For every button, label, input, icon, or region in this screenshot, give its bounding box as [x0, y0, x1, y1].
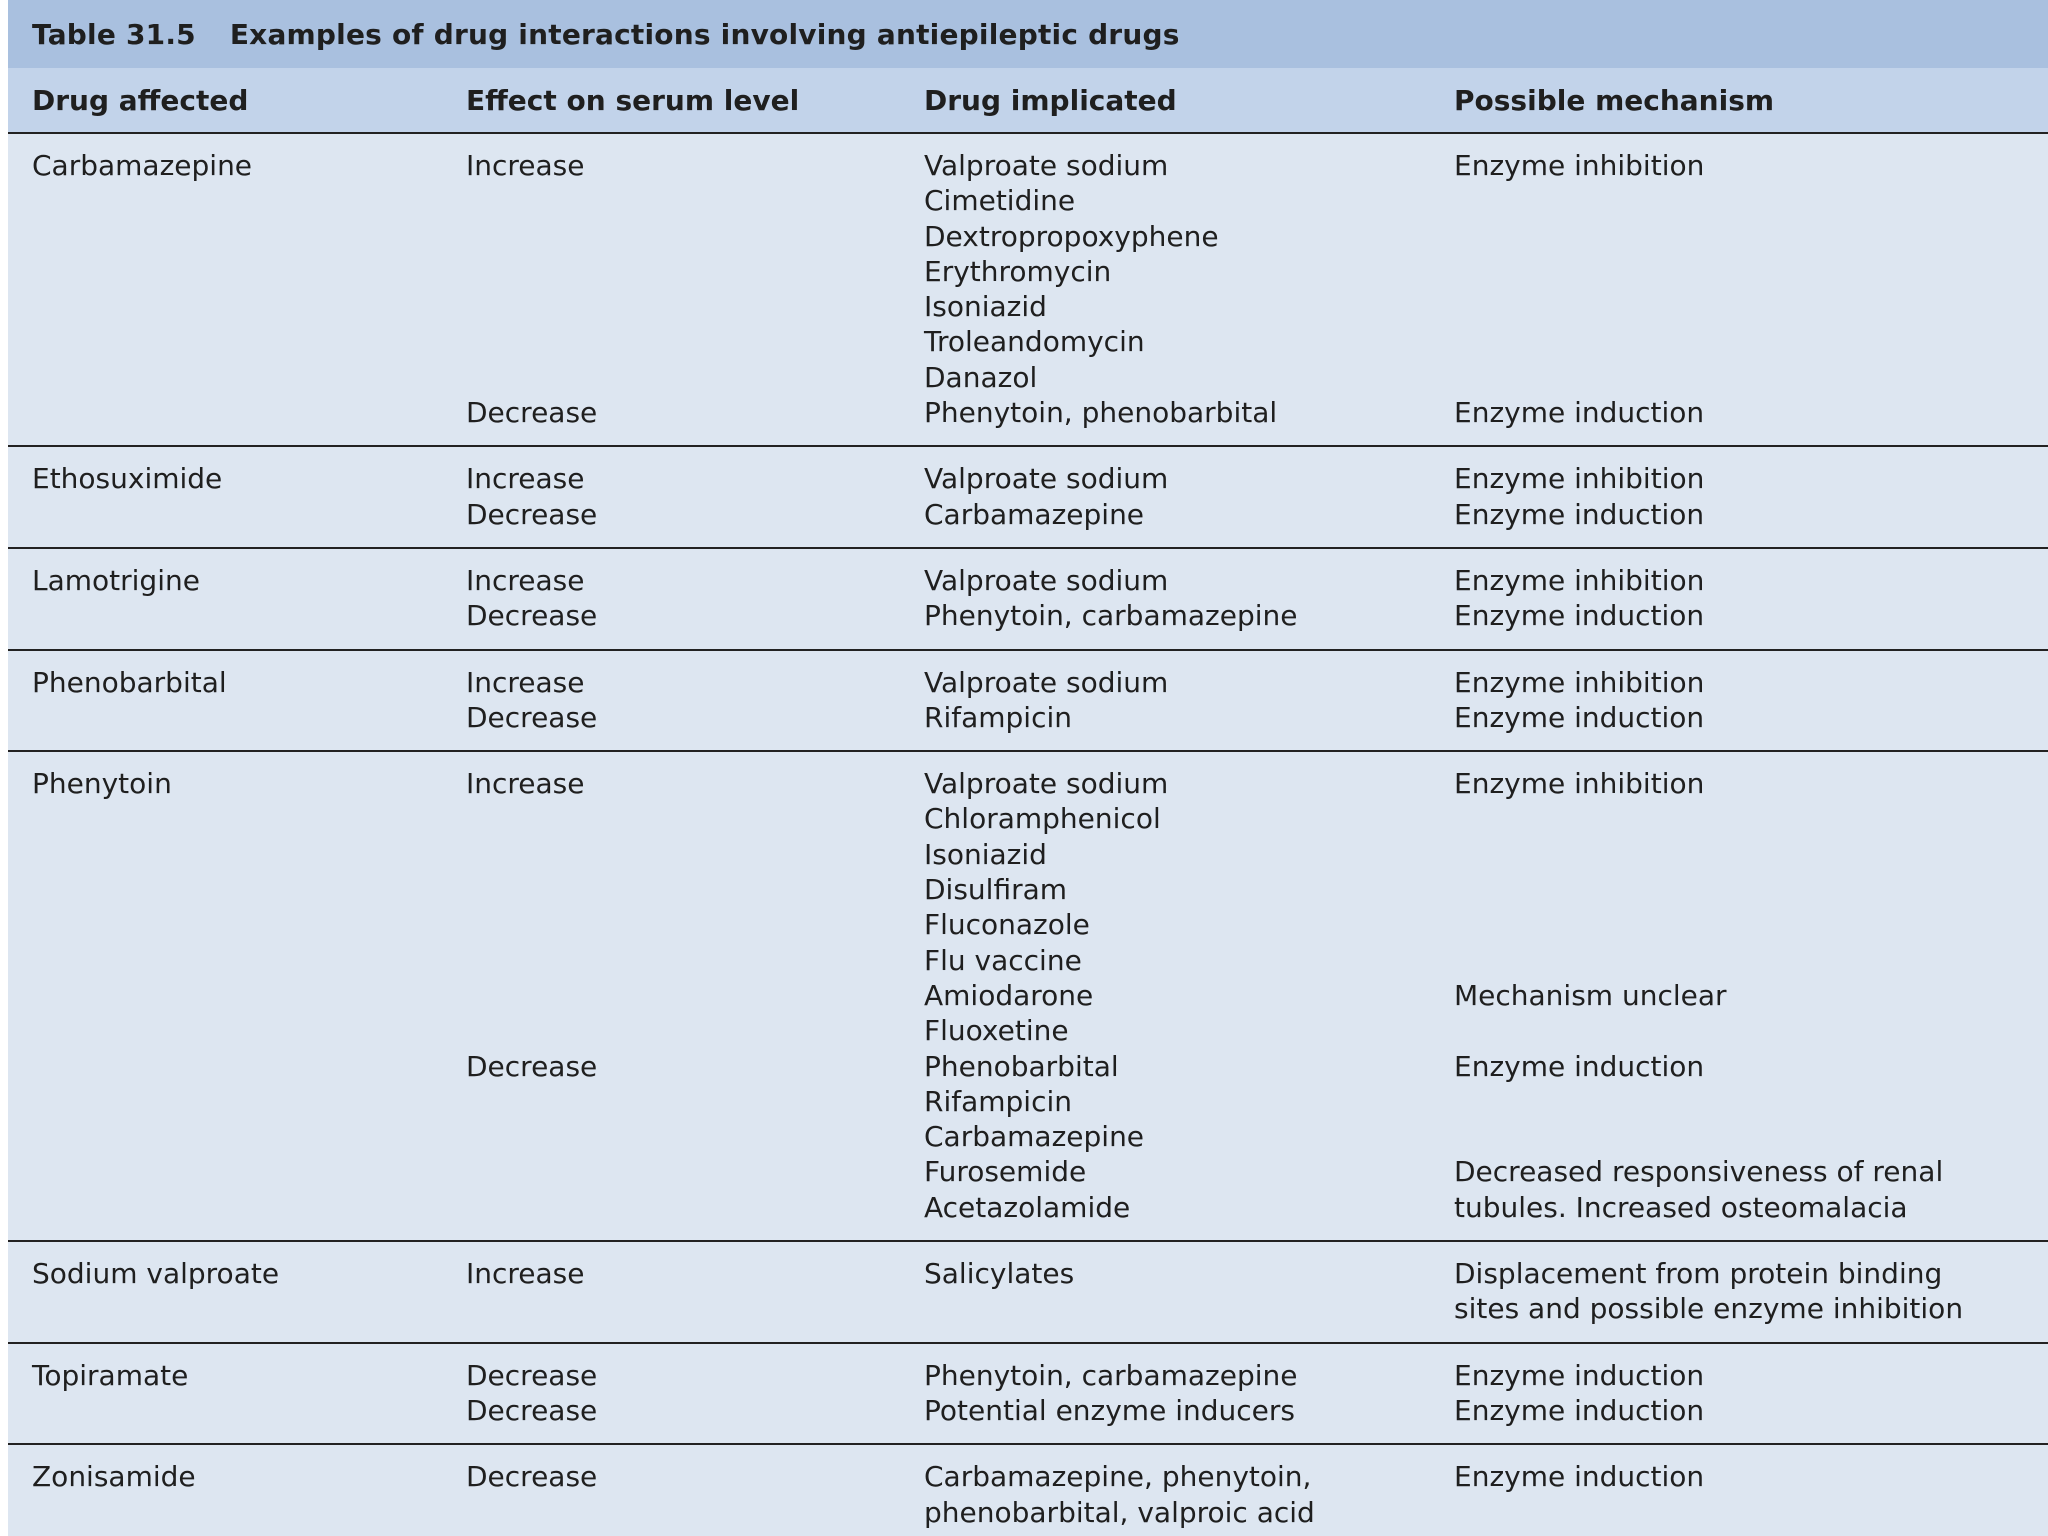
drug-implicated-cell	[924, 1256, 1454, 1327]
drug-implicated-text: Carbamazepine	[924, 497, 1145, 531]
effect-text: Increase	[466, 462, 585, 496]
mechanism-cell	[1454, 1358, 2048, 1429]
effect-text	[466, 943, 924, 978]
mechanism-text	[1454, 324, 2048, 359]
effect-text: Increase	[466, 767, 585, 801]
mechanism-cell	[1454, 461, 2048, 532]
drug-affected-text: Ethosuximide	[32, 462, 223, 496]
effect-cell	[466, 665, 924, 736]
mechanism-text: tubules. Increased osteomalacia	[1454, 1190, 1908, 1224]
table-row-group	[8, 1445, 2048, 1536]
drug-implicated-text: Salicylates	[924, 1257, 1075, 1291]
table-row-group	[8, 752, 2048, 1242]
mechanism-text: Enzyme inhibition	[1454, 462, 1705, 496]
table-number: Table 31.5	[32, 17, 196, 51]
mechanism-text	[1454, 1495, 2048, 1530]
mechanism-text: Enzyme induction	[1454, 599, 1705, 633]
effect-text: Decrease	[466, 1358, 598, 1392]
drug-implicated-text	[924, 1291, 1454, 1326]
effect-text: Decrease	[466, 497, 598, 531]
mechanism-text: Enzyme induction	[1454, 1049, 1705, 1083]
effect-text	[466, 254, 924, 289]
drug-implicated-text: Isoniazid	[924, 837, 1047, 871]
mechanism-text	[1454, 801, 2048, 836]
mechanism-text	[1454, 183, 2048, 218]
drug-affected-text: Phenytoin	[32, 767, 172, 801]
drug-implicated-text: Furosemide	[924, 1155, 1087, 1189]
drug-implicated-cell	[924, 1459, 1454, 1530]
effect-text	[466, 1190, 924, 1225]
table-row-group	[8, 651, 2048, 753]
table-row-group	[8, 447, 2048, 549]
drug-implicated-text: Amiodarone	[924, 978, 1094, 1012]
effect-text	[466, 289, 924, 324]
table-row-group	[8, 134, 2048, 447]
mechanism-text: Enzyme induction	[1454, 1460, 1705, 1494]
mechanism-text: Enzyme inhibition	[1454, 149, 1705, 182]
drug-implicated-text: Valproate sodium	[924, 767, 1169, 801]
drug-implicated-text: Rifampicin	[924, 1084, 1072, 1118]
drug-implicated-cell	[924, 461, 1454, 532]
drug-implicated-text: Erythromycin	[924, 254, 1112, 288]
effect-cell	[466, 1256, 924, 1327]
mechanism-text	[1454, 289, 2048, 324]
mechanism-text	[1454, 254, 2048, 289]
drug-affected-cell	[8, 1358, 466, 1429]
effect-text	[466, 1495, 924, 1530]
mechanism-text: Enzyme inhibition	[1454, 665, 1705, 699]
mechanism-text: Enzyme inhibition	[1454, 563, 1705, 597]
effect-cell	[466, 563, 924, 634]
effect-text	[466, 360, 924, 395]
table-row-group	[8, 549, 2048, 651]
effect-text	[466, 907, 924, 942]
drug-affected-cell	[8, 665, 466, 736]
drug-implicated-text: Cimetidine	[924, 184, 1076, 218]
drug-affected-cell	[8, 461, 466, 532]
mechanism-text: Displacement from protein binding	[1454, 1257, 1943, 1291]
mechanism-text	[1454, 219, 2048, 254]
effect-text	[466, 324, 924, 359]
effect-text: Increase	[466, 563, 585, 597]
header-possible-mechanism: Possible mechanism	[1454, 83, 1775, 117]
drug-affected-cell	[8, 766, 466, 1225]
drug-implicated-text: Acetazolamide	[924, 1190, 1131, 1224]
effect-text	[466, 1291, 924, 1326]
effect-text	[466, 1013, 924, 1048]
drug-implicated-text: Carbamazepine, phenytoin,	[924, 1460, 1312, 1494]
drug-implicated-text: Potential enzyme inducers	[924, 1393, 1295, 1427]
mechanism-text: Mechanism unclear	[1454, 978, 1727, 1012]
drug-implicated-text: Phenytoin, carbamazepine	[924, 599, 1298, 633]
effect-text	[466, 872, 924, 907]
mechanism-text	[1454, 360, 2048, 395]
drug-implicated-text: Chloramphenicol	[924, 802, 1161, 836]
drug-implicated-text: Phenobarbital	[924, 1049, 1119, 1083]
mechanism-text	[1454, 907, 2048, 942]
table-header-row	[8, 68, 2048, 134]
effect-text: Increase	[466, 1257, 585, 1291]
effect-text: Decrease	[466, 396, 598, 430]
drug-implicated-text: Rifampicin	[924, 700, 1072, 734]
effect-cell	[466, 148, 924, 430]
effect-text	[466, 1084, 924, 1119]
drug-implicated-text: Dextropropoxyphene	[924, 219, 1219, 253]
effect-text: Decrease	[466, 1393, 598, 1427]
effect-cell	[466, 1459, 924, 1530]
effect-text	[466, 219, 924, 254]
effect-text	[466, 1154, 924, 1189]
drug-implicated-text: Valproate sodium	[924, 665, 1169, 699]
drug-implicated-text: Valproate sodium	[924, 462, 1169, 496]
drug-implicated-text: Phenytoin, phenobarbital	[924, 396, 1278, 430]
drug-affected-text: Sodium valproate	[32, 1257, 280, 1291]
drug-affected-cell	[8, 1256, 466, 1327]
mechanism-text: Decreased responsiveness of renal	[1454, 1155, 1944, 1189]
table-title: Examples of drug interactions involving antiepileptic drugs	[229, 17, 1180, 51]
drug-implicated-cell	[924, 563, 1454, 634]
drug-implicated-text: Troleandomycin	[924, 325, 1145, 359]
effect-text: Decrease	[466, 1460, 598, 1494]
drug-implicated-text: Flu vaccine	[924, 943, 1082, 977]
mechanism-text	[1454, 872, 2048, 907]
drug-implicated-text: Phenytoin, carbamazepine	[924, 1358, 1298, 1392]
effect-text	[466, 837, 924, 872]
drug-implicated-text: Valproate sodium	[924, 563, 1169, 597]
mechanism-text: Enzyme induction	[1454, 396, 1705, 430]
mechanism-text	[1454, 837, 2048, 872]
header-drug-implicated: Drug implicated	[924, 83, 1177, 117]
drug-interactions-table	[8, 0, 2048, 1536]
drug-affected-cell	[8, 148, 466, 430]
drug-implicated-text: Carbamazepine	[924, 1120, 1145, 1154]
mechanism-cell	[1454, 148, 2048, 430]
drug-implicated-text: phenobarbital, valproic acid	[924, 1495, 1315, 1529]
drug-implicated-cell	[924, 766, 1454, 1225]
mechanism-cell	[1454, 665, 2048, 736]
mechanism-text: Enzyme induction	[1454, 497, 1705, 531]
effect-text: Increase	[466, 149, 585, 182]
drug-implicated-text: Valproate sodium	[924, 149, 1169, 182]
effect-text: Decrease	[466, 700, 598, 734]
effect-cell	[466, 766, 924, 1225]
effect-text: Decrease	[466, 1049, 598, 1083]
mechanism-text: sites and possible enzyme inhibition	[1454, 1292, 1964, 1326]
drug-implicated-text: Fluconazole	[924, 908, 1090, 942]
drug-affected-text: Topiramate	[32, 1358, 189, 1392]
mechanism-text: Enzyme induction	[1454, 700, 1705, 734]
mechanism-cell	[1454, 563, 2048, 634]
effect-text	[466, 978, 924, 1013]
mechanism-text	[1454, 1119, 2048, 1154]
mechanism-text: Enzyme induction	[1454, 1393, 1705, 1427]
drug-implicated-text: Disulfiram	[924, 873, 1068, 907]
mechanism-text: Enzyme induction	[1454, 1358, 1705, 1392]
effect-cell	[466, 1358, 924, 1429]
effect-text	[466, 183, 924, 218]
table-body	[8, 134, 2048, 1536]
drug-affected-text: Carbamazepine	[32, 149, 253, 182]
drug-affected-text: Phenobarbital	[32, 665, 227, 699]
mechanism-cell	[1454, 766, 2048, 1225]
drug-affected-text: Zonisamide	[32, 1460, 196, 1494]
mechanism-text: Enzyme inhibition	[1454, 767, 1705, 801]
effect-text	[466, 801, 924, 836]
drug-affected-cell	[8, 1459, 466, 1530]
drug-implicated-cell	[924, 148, 1454, 430]
mechanism-text	[1454, 943, 2048, 978]
header-drug-affected: Drug affected	[32, 83, 249, 117]
drug-implicated-cell	[924, 665, 1454, 736]
drug-implicated-text: Danazol	[924, 360, 1038, 394]
effect-text: Decrease	[466, 599, 598, 633]
header-effect-on-serum-level: Effect on serum level	[466, 83, 800, 117]
drug-affected-cell	[8, 563, 466, 634]
drug-implicated-text: Isoniazid	[924, 290, 1047, 324]
table-row-group	[8, 1344, 2048, 1446]
effect-cell	[466, 461, 924, 532]
table-row-group	[8, 1242, 2048, 1344]
mechanism-cell	[1454, 1256, 2048, 1327]
effect-text	[466, 1119, 924, 1154]
table-caption	[8, 0, 2048, 68]
effect-text: Increase	[466, 665, 585, 699]
drug-affected-text: Lamotrigine	[32, 563, 200, 597]
mechanism-cell	[1454, 1459, 2048, 1530]
mechanism-text	[1454, 1013, 2048, 1048]
mechanism-text	[1454, 1084, 2048, 1119]
drug-implicated-cell	[924, 1358, 1454, 1429]
drug-implicated-text: Fluoxetine	[924, 1014, 1069, 1048]
